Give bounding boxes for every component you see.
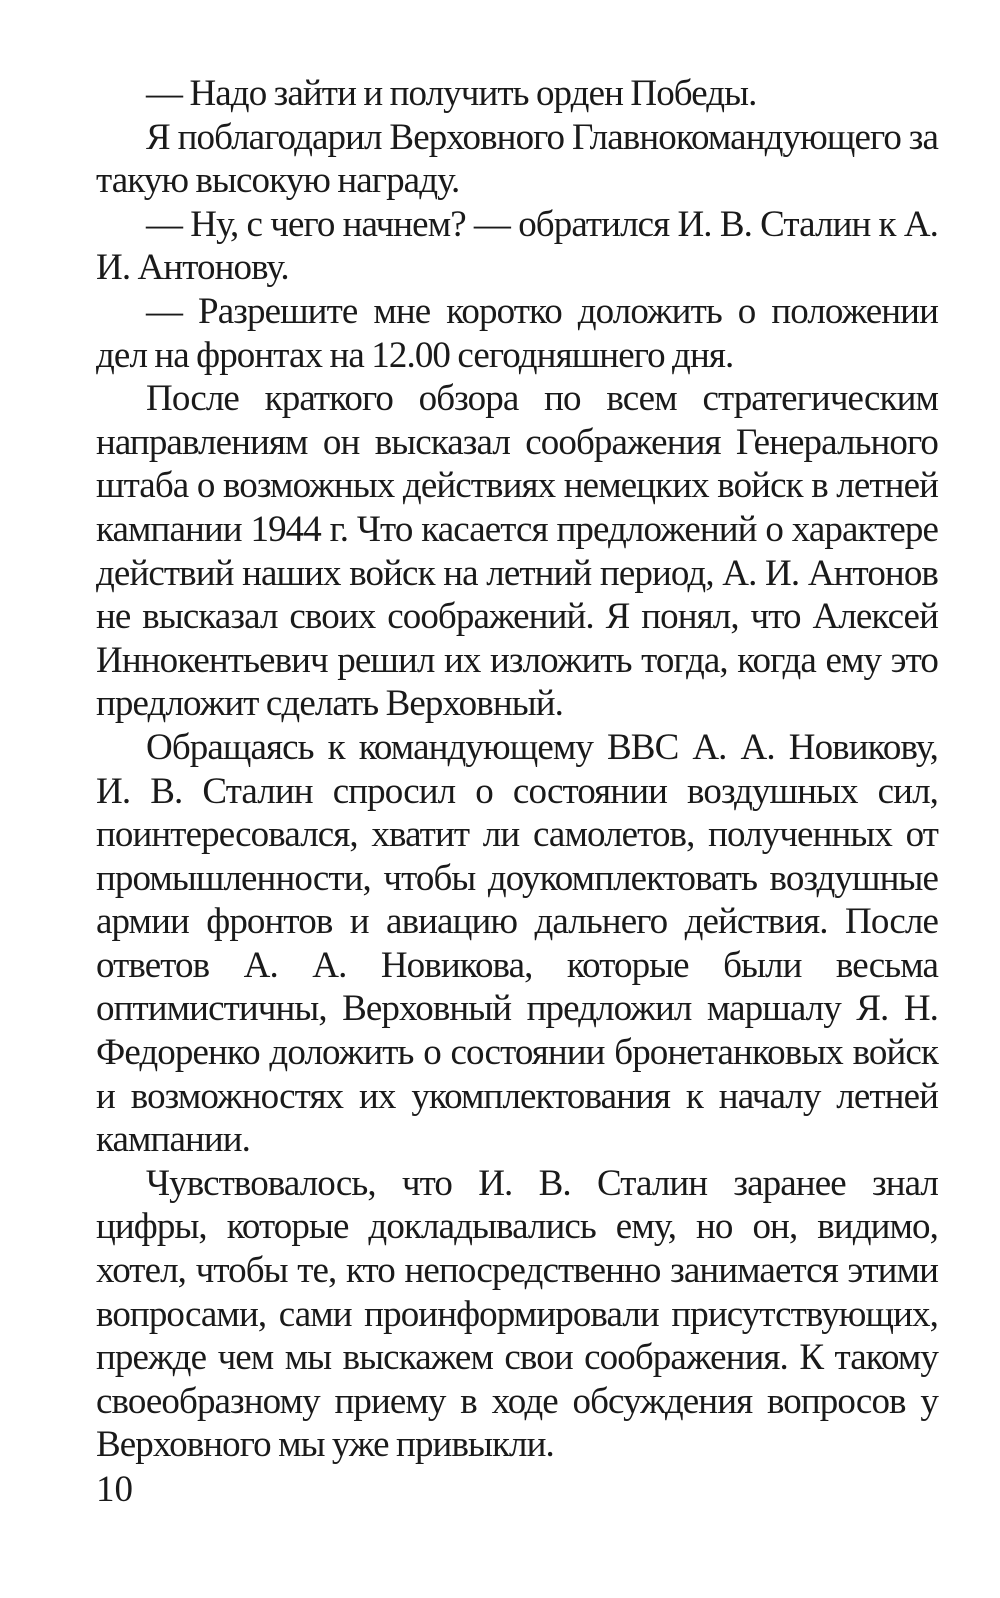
paragraph-dialogue-order: — Надо зайти и получить орден Победы. xyxy=(146,73,757,114)
paragraph-closing: Чувствовалось, что И. В. Сталин заранее знал цифры, которые докладывались ему, но он, видимо, хотел, чтобы те, кто непосредственно занимается этими вопросами, сами проинформировали присутствующих, прежде чем мы выскажем свои соображения. К такому своеобразному приему в ходе обсуждения вопросов у Верховного мы уже привыкли. xyxy=(96,1162,938,1466)
page-body xyxy=(96,72,938,1467)
paragraph-overview: После краткого обзора по всем стратегическим направлениям он высказал соображения Генерального штаба о возможных действиях немецких войск в летней кампании 1944 г. Что касается предложений о характере действий наших войск на летний период, А. И. Антонов не высказал своих соображений. Я понял, что Алексей Иннокентьевич решил их изложить тогда, когда ему это предложит сделать Верховный. xyxy=(96,378,938,725)
page-number: 10 xyxy=(96,1469,133,1510)
paragraph-air-force: Обращаясь к командующему ВВС А. А. Новикову, И. В. Сталин спросил о состоянии воздушных сил, поинтересовался, хватит ли самолетов, полученных от промышленности, чтобы доукомплектовать воздушные армии фронтов и авиацию дальнего действия. После ответов А. А. Новикова, которые были весьма оптимистичны, Верховный предложил маршалу Я. Н. Федоренко доложить о состоянии бронетанковых войск и возможностях их укомплектования к началу летней кампании. xyxy=(96,726,938,1161)
paragraph-thanks: Я поблагодарил Верховного Главнокомандующего за такую высокую награду. xyxy=(96,116,938,202)
paragraph-dialogue-report: — Разрешите мне коротко доложить о положении дел на фронтах на 12.00 сегодняшнего дня. xyxy=(96,290,938,376)
paragraph-dialogue-start: — Ну, с чего начнем? — обратился И. В. Сталин к А. И. Антонову. xyxy=(96,203,938,289)
